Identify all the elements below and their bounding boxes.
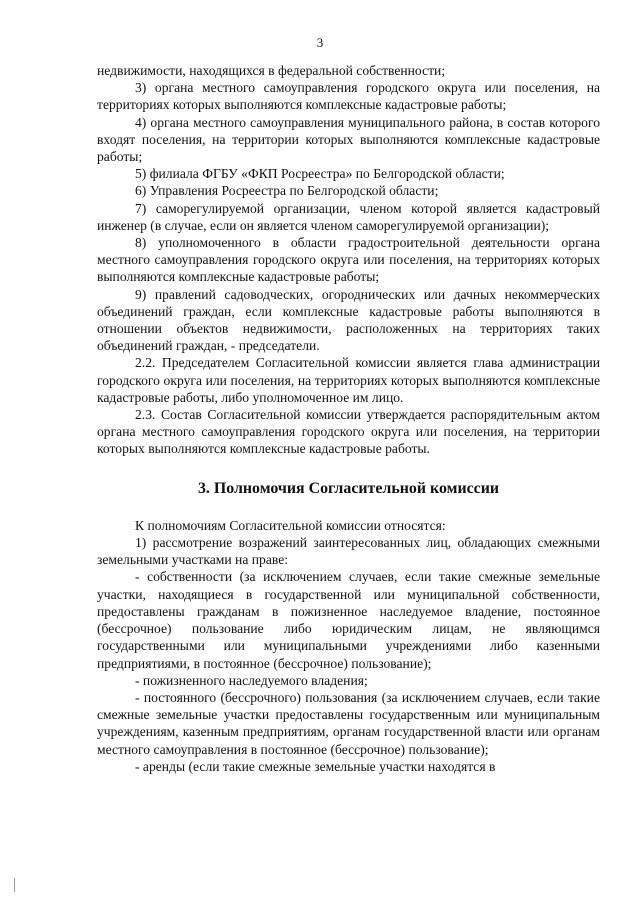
paragraph: 9) правлений садоводческих, огороднических или дачных некоммерческих объединений граждан, если комплексные кадастровые работы выполняются в отношении объектов недвижимости, расположенных на территориях таких объединений граждан, - председатели. [97,286,600,354]
paragraph: 2.3. Состав Согласительной комиссии утверждается распорядительным актом органа местного самоуправления городского округа или поселения, на территории которых выполняются комплексные кадастровые работы. [97,407,600,457]
paragraph: 2.2. Председателем Согласительной комиссии является глава администрации городского округа или поселения, на территориях которых выполняются комплексные кадастровые работы, либо уполномоченное им лицо. [97,355,600,405]
paragraph: 6) Управления Росреестра по Белгородской области; [135,183,439,199]
paragraph: недвижимости, находящихся в федеральной собственности; [97,63,446,78]
paragraph: 1) рассмотрение возражений заинтересованных лиц, обладающих смежными земельными участками на праве: [97,535,600,568]
paragraph: - собственности (за исключением случаев, если такие смежные земельные участки, находящиеся в государственной или муниципальной собственности, предоставлены гражданам в пожизненное наследуемое владение, постоянное (бессрочное) пользование либо юридическим лицам, не являющимся государственными или муниципальными учреждениями либо казенными предприятиями, в постоянное (бессрочное) пользование); [97,569,600,671]
paragraph: К полномочиям Согласительной комиссии относятся: [135,517,446,533]
section-2-continuation [97,62,600,458]
document-body [97,62,600,775]
paragraph: 8) уполномоченного в области градостроительной деятельности органа местного самоуправления городского округа или поселения, на территориях которых выполняются комплексные кадастровые работы; [97,235,600,285]
paragraph: 3) органа местного самоуправления городского округа или поселения, на территориях которых выполняются комплексные кадастровые работы; [97,80,600,113]
paragraph: 7) саморегулируемой организации, членом которой является кадастровый инженер (в случае, если он является членом саморегулируемой организации); [97,200,600,233]
paragraph: - аренды (если такие смежные земельные участки находятся в [135,758,496,774]
page-number: 3 [316,35,324,50]
section-heading: 3. Полномочия Согласительной комиссии [197,479,500,497]
paragraph: - постоянного (бессрочного) пользования (за исключением случаев, если такие смежные земельные участки предоставлены государственным или муниципальным учреждениям, казенным предприятиям, органам государственной власти или органам местного самоуправления в постоянное (бессрочное) пользование); [97,689,600,757]
paragraph: 4) органа местного самоуправления муниципального района, в состав которого входят поселения, на территории которых выполняются комплексные кадастровые работы; [97,114,600,165]
paragraph: 5) филиала ФГБУ «ФКП Росреестра» по Белгородской области; [135,166,505,182]
section-3-body [97,517,600,775]
scan-margin-mark [14,878,15,892]
paragraph: - пожизненного наследуемого владения; [135,672,368,688]
